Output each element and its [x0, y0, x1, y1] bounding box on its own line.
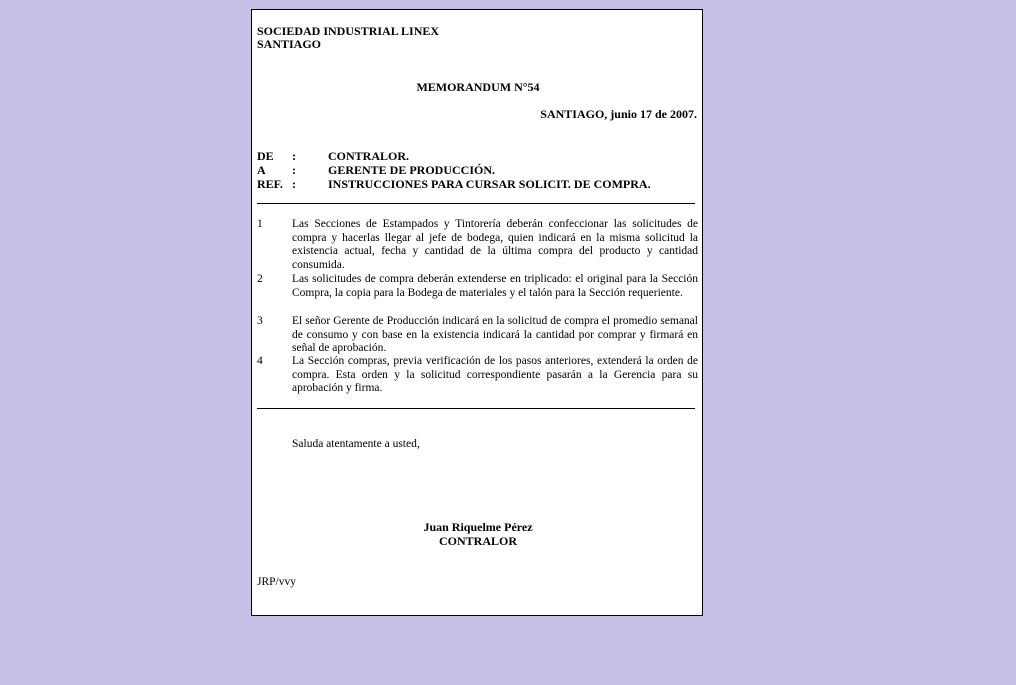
list-item	[257, 273, 698, 300]
item-number: 2	[257, 273, 263, 285]
company-city: SANTIAGO	[257, 37, 322, 51]
header-value: CONTRALOR.	[328, 149, 410, 163]
item-text: Las solicitudes de compra deberán extenderse en triplicado: el original para la Sección Compra, la copia para la Bodega de materiales y el talón para la Sección requeriente.	[292, 273, 698, 299]
memo-date: SANTIAGO, junio 17 de 2007.	[540, 107, 697, 121]
reference-initials: JRP/vvy	[257, 576, 296, 588]
item-text: La Sección compras, previa verificación de los pasos anteriores, extenderá la orden de compra. Esta orden y la solicitud correspondiente pasarán a la Gerencia para su aprobación y firma.	[292, 355, 698, 395]
list-item	[257, 218, 698, 272]
signer-name: Juan Riquelme Pérez	[423, 520, 533, 534]
divider-top	[257, 203, 695, 204]
header-colon: :	[292, 149, 296, 163]
header-label: A	[257, 163, 266, 177]
header-colon: :	[292, 163, 296, 177]
header-colon: :	[292, 177, 296, 191]
signer-title: CONTRALOR	[438, 534, 517, 548]
closing-greeting: Saluda atentamente a usted,	[292, 438, 420, 450]
item-number: 1	[257, 218, 263, 230]
list-item	[257, 355, 698, 396]
company-name: SOCIEDAD INDUSTRIAL LINEX	[257, 24, 440, 38]
memo-title: MEMORANDUM N°54	[416, 80, 540, 94]
header-label: REF.	[257, 177, 283, 191]
item-number: 4	[257, 355, 263, 367]
company-block	[257, 25, 439, 51]
divider-bottom	[257, 408, 695, 409]
header-value: GERENTE DE PRODUCCIÓN.	[328, 163, 496, 177]
memo-page	[251, 9, 703, 616]
item-text: Las Secciones de Estampados y Tintorería deberán confeccionar las solicitudes de compra y hacerlas llegar al jefe de bodega, quien indicará en la misma solicitud la existencia actual, fecha y cantidad de la última compra del producto y cantidad consumida.	[292, 218, 698, 271]
item-text: El señor Gerente de Producción indicará en la solicitud de compra el promedio semanal de consumo y con base en la existencia indicará la cantidad por comprar y firmará en señal de aprobación.	[292, 315, 698, 355]
header-value: INSTRUCCIONES PARA CURSAR SOLICIT. DE COMPRA.	[328, 177, 651, 191]
header-label: DE	[257, 149, 274, 163]
list-item	[257, 315, 698, 356]
item-number: 3	[257, 315, 263, 327]
